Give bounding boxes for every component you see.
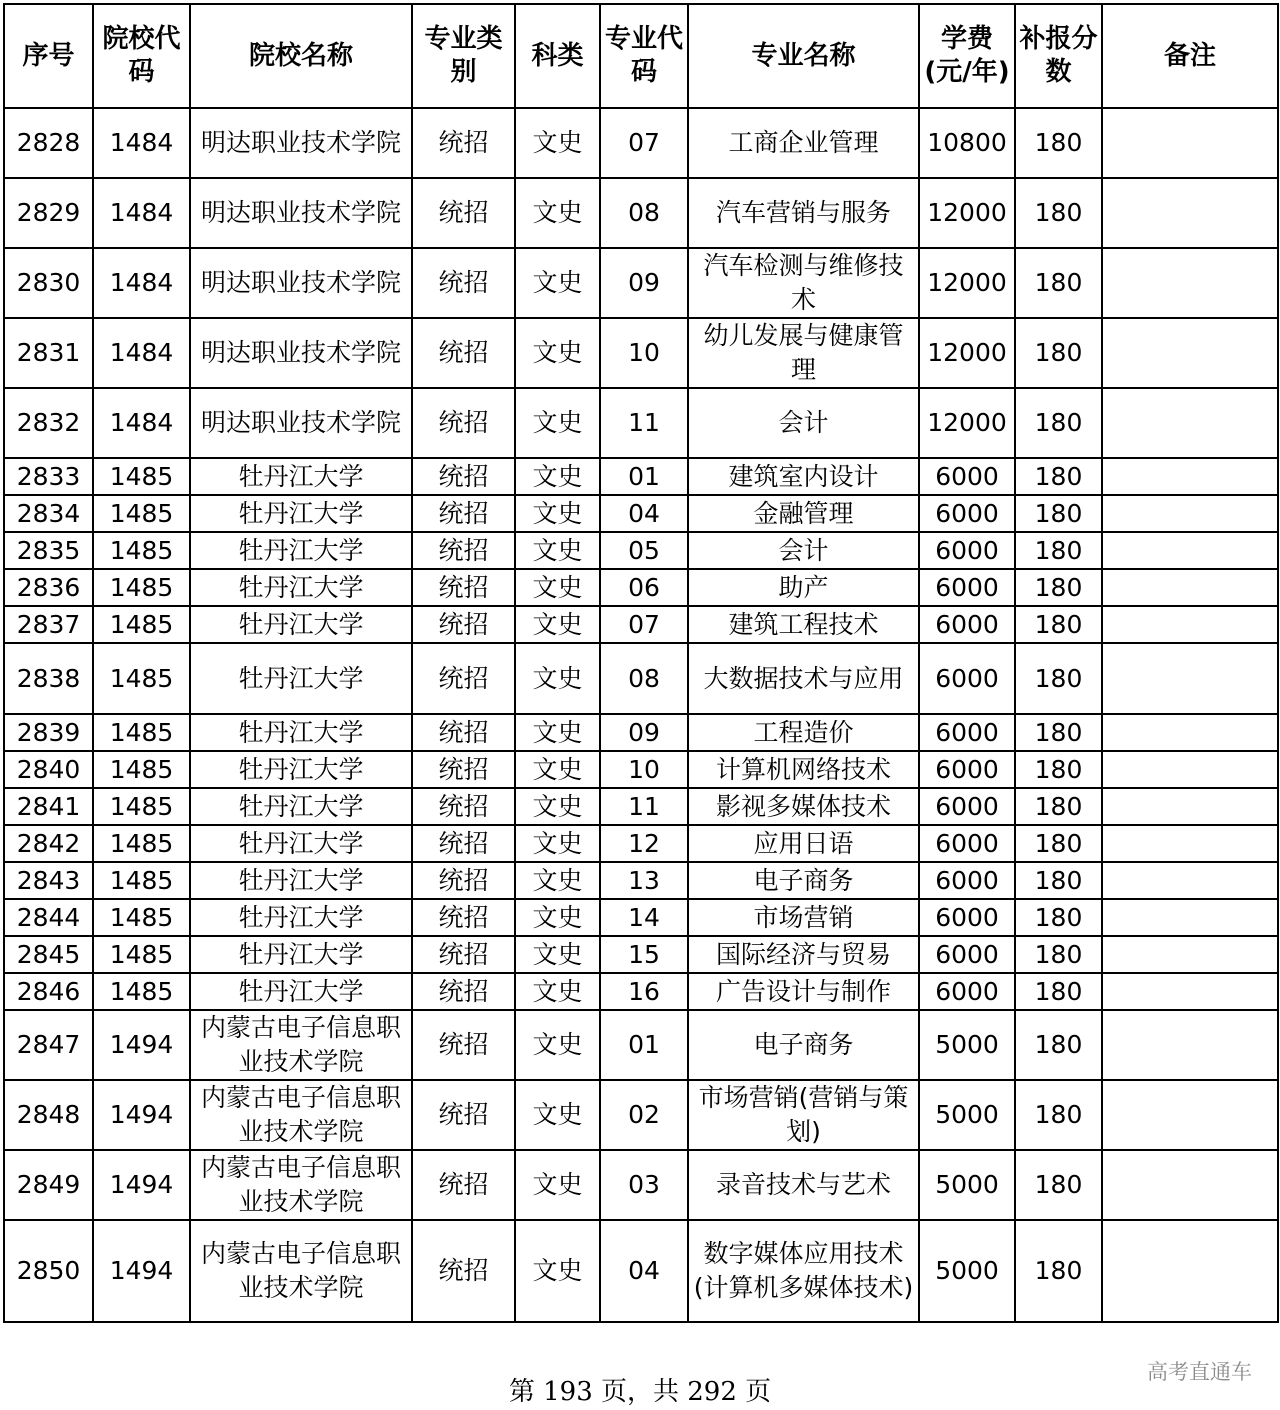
- cell-major-name: 建筑室内设计: [688, 458, 919, 495]
- cell-score: 180: [1015, 825, 1102, 862]
- cell-school-code: 1485: [93, 751, 190, 788]
- cell-school-code: 1484: [93, 108, 190, 178]
- cell-score: 180: [1015, 936, 1102, 973]
- cell-score: 180: [1015, 751, 1102, 788]
- cell-major-name: 影视多媒体技术: [688, 788, 919, 825]
- cell-category: 统招: [412, 458, 515, 495]
- cell-subject: 文史: [515, 318, 600, 388]
- cell-category: 统招: [412, 1010, 515, 1080]
- cell-note: [1102, 751, 1278, 788]
- cell-subject: 文史: [515, 569, 600, 606]
- cell-score: 180: [1015, 318, 1102, 388]
- cell-major-name: 工程造价: [688, 714, 919, 751]
- table-row: [4, 643, 1278, 714]
- cell-seq: 2837: [4, 606, 93, 643]
- cell-school-name: 明达职业技术学院: [190, 318, 412, 388]
- cell-major-name: 助产: [688, 569, 919, 606]
- cell-fee: 6000: [919, 788, 1015, 825]
- cell-score: 180: [1015, 788, 1102, 825]
- cell-note: [1102, 532, 1278, 569]
- cell-major-name: 汽车营销与服务: [688, 178, 919, 248]
- cell-note: [1102, 973, 1278, 1010]
- table-row: [4, 178, 1278, 248]
- cell-major-name: 金融管理: [688, 495, 919, 532]
- cell-subject: 文史: [515, 973, 600, 1010]
- cell-school-code: 1484: [93, 248, 190, 318]
- cell-school-code: 1485: [93, 606, 190, 643]
- cell-fee: 6000: [919, 532, 1015, 569]
- cell-school-code: 1485: [93, 458, 190, 495]
- cell-subject: 文史: [515, 936, 600, 973]
- cell-seq: 2840: [4, 751, 93, 788]
- table-row: [4, 495, 1278, 532]
- cell-category: 统招: [412, 643, 515, 714]
- cell-major-code: 09: [600, 714, 688, 751]
- cell-note: [1102, 1080, 1278, 1150]
- cell-major-name: 建筑工程技术: [688, 606, 919, 643]
- cell-major-name: 应用日语: [688, 825, 919, 862]
- cell-fee: 12000: [919, 388, 1015, 458]
- cell-major-code: 11: [600, 388, 688, 458]
- cell-subject: 文史: [515, 532, 600, 569]
- cell-note: [1102, 388, 1278, 458]
- cell-score: 180: [1015, 388, 1102, 458]
- cell-major-name: 市场营销: [688, 899, 919, 936]
- cell-category: 统招: [412, 936, 515, 973]
- cell-fee: 12000: [919, 318, 1015, 388]
- cell-seq: 2834: [4, 495, 93, 532]
- cell-score: 180: [1015, 458, 1102, 495]
- cell-major-code: 15: [600, 936, 688, 973]
- cell-major-code: 07: [600, 108, 688, 178]
- cell-seq: 2842: [4, 825, 93, 862]
- cell-major-code: 14: [600, 899, 688, 936]
- cell-score: 180: [1015, 248, 1102, 318]
- cell-seq: 2832: [4, 388, 93, 458]
- cell-school-name: 明达职业技术学院: [190, 178, 412, 248]
- cell-fee: 6000: [919, 606, 1015, 643]
- cell-seq: 2847: [4, 1010, 93, 1080]
- header-seq: 序号: [4, 4, 93, 108]
- cell-note: [1102, 495, 1278, 532]
- cell-fee: 6000: [919, 825, 1015, 862]
- cell-score: 180: [1015, 532, 1102, 569]
- table-row: [4, 388, 1278, 458]
- header-subject: 科类: [515, 4, 600, 108]
- cell-note: [1102, 643, 1278, 714]
- cell-seq: 2836: [4, 569, 93, 606]
- cell-school-code: 1484: [93, 178, 190, 248]
- table-row: [4, 973, 1278, 1010]
- cell-category: 统招: [412, 1220, 515, 1322]
- cell-fee: 6000: [919, 569, 1015, 606]
- cell-seq: 2843: [4, 862, 93, 899]
- cell-category: 统招: [412, 108, 515, 178]
- cell-school-name: 内蒙古电子信息职业技术学院: [190, 1150, 412, 1220]
- cell-major-name: 会计: [688, 532, 919, 569]
- cell-major-name: 幼儿发展与健康管理: [688, 318, 919, 388]
- cell-school-code: 1485: [93, 532, 190, 569]
- cell-major-name: 电子商务: [688, 862, 919, 899]
- cell-category: 统招: [412, 751, 515, 788]
- table-row: [4, 569, 1278, 606]
- cell-subject: 文史: [515, 1150, 600, 1220]
- cell-school-name: 内蒙古电子信息职业技术学院: [190, 1220, 412, 1322]
- cell-school-code: 1485: [93, 825, 190, 862]
- cell-seq: 2838: [4, 643, 93, 714]
- cell-subject: 文史: [515, 178, 600, 248]
- table-row: [4, 248, 1278, 318]
- cell-major-code: 01: [600, 1010, 688, 1080]
- cell-fee: 5000: [919, 1220, 1015, 1322]
- cell-school-code: 1485: [93, 788, 190, 825]
- cell-score: 180: [1015, 495, 1102, 532]
- cell-subject: 文史: [515, 751, 600, 788]
- cell-note: [1102, 1150, 1278, 1220]
- cell-subject: 文史: [515, 788, 600, 825]
- cell-school-code: 1484: [93, 388, 190, 458]
- cell-subject: 文史: [515, 643, 600, 714]
- cell-school-code: 1485: [93, 936, 190, 973]
- cell-fee: 5000: [919, 1080, 1015, 1150]
- cell-school-name: 明达职业技术学院: [190, 248, 412, 318]
- cell-seq: 2833: [4, 458, 93, 495]
- cell-major-code: 01: [600, 458, 688, 495]
- watermark: 高考直通车: [1147, 1360, 1252, 1384]
- cell-note: [1102, 714, 1278, 751]
- cell-note: [1102, 248, 1278, 318]
- cell-school-name: 明达职业技术学院: [190, 108, 412, 178]
- cell-fee: 10800: [919, 108, 1015, 178]
- cell-score: 180: [1015, 973, 1102, 1010]
- cell-fee: 12000: [919, 248, 1015, 318]
- cell-category: 统招: [412, 495, 515, 532]
- cell-subject: 文史: [515, 388, 600, 458]
- cell-school-code: 1485: [93, 643, 190, 714]
- cell-category: 统招: [412, 178, 515, 248]
- cell-major-code: 10: [600, 318, 688, 388]
- table-row: [4, 108, 1278, 178]
- cell-major-name: 录音技术与艺术: [688, 1150, 919, 1220]
- cell-fee: 6000: [919, 495, 1015, 532]
- cell-fee: 6000: [919, 862, 1015, 899]
- cell-category: 统招: [412, 788, 515, 825]
- cell-note: [1102, 899, 1278, 936]
- cell-category: 统招: [412, 1150, 515, 1220]
- cell-subject: 文史: [515, 1220, 600, 1322]
- cell-note: [1102, 569, 1278, 606]
- header-school-code: 院校代码: [93, 4, 190, 108]
- cell-school-name: 牡丹江大学: [190, 569, 412, 606]
- cell-school-code: 1485: [93, 973, 190, 1010]
- cell-fee: 6000: [919, 643, 1015, 714]
- cell-category: 统招: [412, 714, 515, 751]
- cell-note: [1102, 936, 1278, 973]
- cell-score: 180: [1015, 1150, 1102, 1220]
- cell-seq: 2848: [4, 1080, 93, 1150]
- cell-school-name: 牡丹江大学: [190, 458, 412, 495]
- table-row: [4, 751, 1278, 788]
- cell-seq: 2841: [4, 788, 93, 825]
- cell-note: [1102, 825, 1278, 862]
- cell-category: 统招: [412, 606, 515, 643]
- cell-category: 统招: [412, 973, 515, 1010]
- header-score: 补报分数: [1015, 4, 1102, 108]
- table-row: [4, 532, 1278, 569]
- cell-seq: 2829: [4, 178, 93, 248]
- cell-major-name: 市场营销(营销与策划): [688, 1080, 919, 1150]
- header-note: 备注: [1102, 4, 1278, 108]
- table-row: [4, 714, 1278, 751]
- cell-fee: 6000: [919, 458, 1015, 495]
- cell-subject: 文史: [515, 862, 600, 899]
- cell-seq: 2831: [4, 318, 93, 388]
- table-row: [4, 862, 1278, 899]
- cell-category: 统招: [412, 569, 515, 606]
- table-row: [4, 318, 1278, 388]
- cell-seq: 2844: [4, 899, 93, 936]
- table-row: [4, 1220, 1278, 1322]
- cell-subject: 文史: [515, 825, 600, 862]
- table-row: [4, 936, 1278, 973]
- cell-major-code: 08: [600, 178, 688, 248]
- header-fee: 学费(元/年): [919, 4, 1015, 108]
- cell-seq: 2849: [4, 1150, 93, 1220]
- cell-category: 统招: [412, 825, 515, 862]
- cell-major-code: 13: [600, 862, 688, 899]
- cell-school-name: 牡丹江大学: [190, 606, 412, 643]
- cell-school-name: 牡丹江大学: [190, 532, 412, 569]
- cell-score: 180: [1015, 714, 1102, 751]
- cell-major-code: 02: [600, 1080, 688, 1150]
- cell-fee: 6000: [919, 714, 1015, 751]
- cell-school-name: 牡丹江大学: [190, 862, 412, 899]
- header-major-code: 专业代码: [600, 4, 688, 108]
- cell-major-name: 国际经济与贸易: [688, 936, 919, 973]
- cell-note: [1102, 1220, 1278, 1322]
- cell-school-name: 明达职业技术学院: [190, 388, 412, 458]
- cell-major-name: 工商企业管理: [688, 108, 919, 178]
- cell-fee: 5000: [919, 1010, 1015, 1080]
- cell-major-code: 16: [600, 973, 688, 1010]
- cell-school-name: 牡丹江大学: [190, 825, 412, 862]
- cell-school-code: 1484: [93, 318, 190, 388]
- cell-school-name: 牡丹江大学: [190, 936, 412, 973]
- cell-major-name: 数字媒体应用技术(计算机多媒体技术): [688, 1220, 919, 1322]
- cell-subject: 文史: [515, 1010, 600, 1080]
- cell-school-code: 1494: [93, 1010, 190, 1080]
- cell-major-code: 03: [600, 1150, 688, 1220]
- cell-fee: 6000: [919, 899, 1015, 936]
- admission-table: [3, 3, 1279, 1323]
- cell-score: 180: [1015, 862, 1102, 899]
- cell-school-name: 牡丹江大学: [190, 643, 412, 714]
- cell-subject: 文史: [515, 714, 600, 751]
- cell-school-code: 1485: [93, 495, 190, 532]
- cell-fee: 6000: [919, 973, 1015, 1010]
- cell-school-code: 1494: [93, 1220, 190, 1322]
- cell-school-name: 牡丹江大学: [190, 973, 412, 1010]
- cell-subject: 文史: [515, 458, 600, 495]
- cell-major-name: 计算机网络技术: [688, 751, 919, 788]
- cell-fee: 12000: [919, 178, 1015, 248]
- cell-category: 统招: [412, 862, 515, 899]
- cell-fee: 6000: [919, 936, 1015, 973]
- cell-seq: 2839: [4, 714, 93, 751]
- cell-major-name: 汽车检测与维修技术: [688, 248, 919, 318]
- table-row: [4, 1150, 1278, 1220]
- cell-score: 180: [1015, 1220, 1102, 1322]
- cell-note: [1102, 862, 1278, 899]
- cell-score: 180: [1015, 178, 1102, 248]
- cell-score: 180: [1015, 606, 1102, 643]
- cell-note: [1102, 108, 1278, 178]
- header-row: [4, 4, 1278, 108]
- cell-school-code: 1494: [93, 1150, 190, 1220]
- cell-major-name: 电子商务: [688, 1010, 919, 1080]
- table-row: [4, 788, 1278, 825]
- cell-school-name: 牡丹江大学: [190, 714, 412, 751]
- header-school-name: 院校名称: [190, 4, 412, 108]
- cell-major-name: 会计: [688, 388, 919, 458]
- table-body: [4, 108, 1278, 1322]
- cell-note: [1102, 1010, 1278, 1080]
- cell-score: 180: [1015, 108, 1102, 178]
- table-row: [4, 1080, 1278, 1150]
- cell-school-code: 1485: [93, 862, 190, 899]
- cell-subject: 文史: [515, 495, 600, 532]
- cell-major-code: 04: [600, 495, 688, 532]
- cell-major-code: 09: [600, 248, 688, 318]
- cell-school-code: 1485: [93, 569, 190, 606]
- table-row: [4, 825, 1278, 862]
- header-major-name: 专业名称: [688, 4, 919, 108]
- page-number: 第 193 页，共 292 页: [508, 1377, 772, 1407]
- cell-fee: 5000: [919, 1150, 1015, 1220]
- cell-note: [1102, 178, 1278, 248]
- cell-school-code: 1485: [93, 714, 190, 751]
- cell-score: 180: [1015, 569, 1102, 606]
- header-category: 专业类别: [412, 4, 515, 108]
- table-row: [4, 458, 1278, 495]
- cell-category: 统招: [412, 318, 515, 388]
- cell-seq: 2846: [4, 973, 93, 1010]
- cell-major-code: 07: [600, 606, 688, 643]
- cell-subject: 文史: [515, 108, 600, 178]
- cell-seq: 2828: [4, 108, 93, 178]
- cell-score: 180: [1015, 643, 1102, 714]
- cell-school-name: 牡丹江大学: [190, 899, 412, 936]
- cell-subject: 文史: [515, 1080, 600, 1150]
- cell-note: [1102, 318, 1278, 388]
- cell-school-name: 牡丹江大学: [190, 751, 412, 788]
- cell-major-code: 08: [600, 643, 688, 714]
- cell-subject: 文史: [515, 606, 600, 643]
- cell-major-code: 06: [600, 569, 688, 606]
- cell-major-code: 10: [600, 751, 688, 788]
- cell-category: 统招: [412, 388, 515, 458]
- cell-note: [1102, 606, 1278, 643]
- cell-seq: 2835: [4, 532, 93, 569]
- cell-school-code: 1485: [93, 899, 190, 936]
- cell-school-name: 牡丹江大学: [190, 788, 412, 825]
- cell-seq: 2845: [4, 936, 93, 973]
- cell-fee: 6000: [919, 751, 1015, 788]
- cell-category: 统招: [412, 899, 515, 936]
- cell-major-code: 12: [600, 825, 688, 862]
- cell-school-name: 内蒙古电子信息职业技术学院: [190, 1080, 412, 1150]
- table-row: [4, 606, 1278, 643]
- cell-score: 180: [1015, 1010, 1102, 1080]
- cell-major-name: 广告设计与制作: [688, 973, 919, 1010]
- cell-seq: 2850: [4, 1220, 93, 1322]
- cell-subject: 文史: [515, 248, 600, 318]
- cell-major-name: 大数据技术与应用: [688, 643, 919, 714]
- cell-score: 180: [1015, 899, 1102, 936]
- cell-category: 统招: [412, 532, 515, 569]
- cell-subject: 文史: [515, 899, 600, 936]
- cell-score: 180: [1015, 1080, 1102, 1150]
- cell-major-code: 04: [600, 1220, 688, 1322]
- cell-school-name: 牡丹江大学: [190, 495, 412, 532]
- cell-school-name: 内蒙古电子信息职业技术学院: [190, 1010, 412, 1080]
- cell-category: 统招: [412, 248, 515, 318]
- cell-major-code: 05: [600, 532, 688, 569]
- cell-seq: 2830: [4, 248, 93, 318]
- cell-note: [1102, 458, 1278, 495]
- cell-school-code: 1494: [93, 1080, 190, 1150]
- cell-category: 统招: [412, 1080, 515, 1150]
- table-row: [4, 1010, 1278, 1080]
- cell-major-code: 11: [600, 788, 688, 825]
- cell-note: [1102, 788, 1278, 825]
- table-row: [4, 899, 1278, 936]
